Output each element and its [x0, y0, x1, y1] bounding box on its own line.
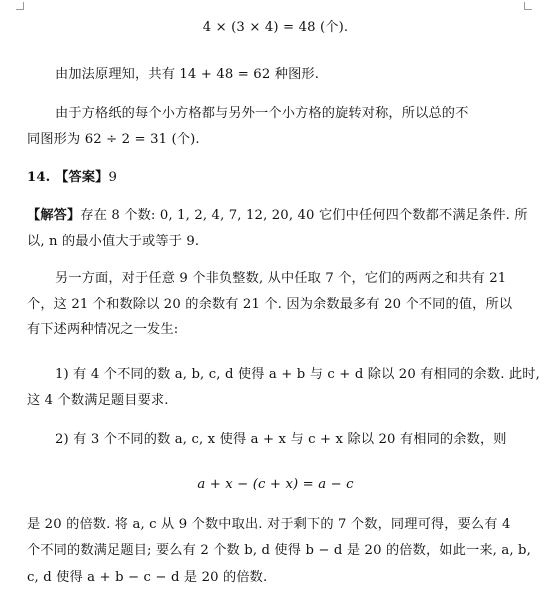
equation-line: a + x − (c + x) = a − c — [197, 477, 354, 492]
text-line: 个，这 21 个和数除以 20 的余数有 21 个. 因为余数最多有 20 个不同的值，所以 — [27, 297, 513, 312]
text-line: 是 20 的倍数. 将 a, c 从 9 个数中取出. 对于剩下的 7 个数，同理可得，要么有 4 — [27, 517, 511, 532]
text-line: c, d 使得 a + b − c − d 是 20 的倍数. — [27, 570, 268, 585]
answer-label: 【答案】 — [55, 170, 109, 185]
text-line: 有下述两种情况之一发生: — [27, 322, 179, 337]
page-corner-mark-left — [16, 2, 24, 10]
text-line: 另一方面，对于任意 9 个非负整数, 从中任取 7 个，它们的两两之和共有 21 — [55, 271, 507, 286]
text-line: 同图形为 62 ÷ 2 = 31 (个). — [27, 132, 200, 147]
text-line: 1) 有 4 个不同的数 a, b, c, d 使得 a + b 与 c + d 除以 20 有相同的余数. 此时, — [55, 367, 540, 382]
text-line: 由加法原理知，共有 14 + 48 = 62 种图形. — [55, 67, 320, 82]
solution-line — [27, 207, 528, 225]
text-line: 以, n 的最小值大于或等于 9. — [27, 234, 200, 249]
solution-label: 【解答】 — [27, 208, 81, 223]
text-line: 这 4 个数满足题目要求. — [27, 393, 169, 408]
problem-number: 14. — [27, 170, 51, 185]
text-line: 由于方格纸的每个小方格都与另外一个小方格的旋转对称，所以总的不 — [55, 106, 469, 121]
text-line: 2) 有 3 个不同的数 a, c, x 使得 a + x 与 c + x 除以 20 有相同的余数，则 — [55, 432, 507, 447]
text-line: 个不同的数满足题目; 要么有 2 个数 b, d 使得 b − d 是 20 的倍数，如此一来, a, b, — [27, 543, 531, 558]
page-corner-mark-right — [524, 2, 532, 10]
answer-value: 9 — [108, 170, 118, 185]
answer-line — [27, 169, 117, 187]
solution-text: 存在 8 个数: 0, 1, 2, 4, 7, 12, 20, 40 它们中任何四个数都不满足条件. 所 — [80, 208, 528, 223]
equation-line: 4 × (3 × 4) = 48 (个). — [202, 20, 349, 35]
